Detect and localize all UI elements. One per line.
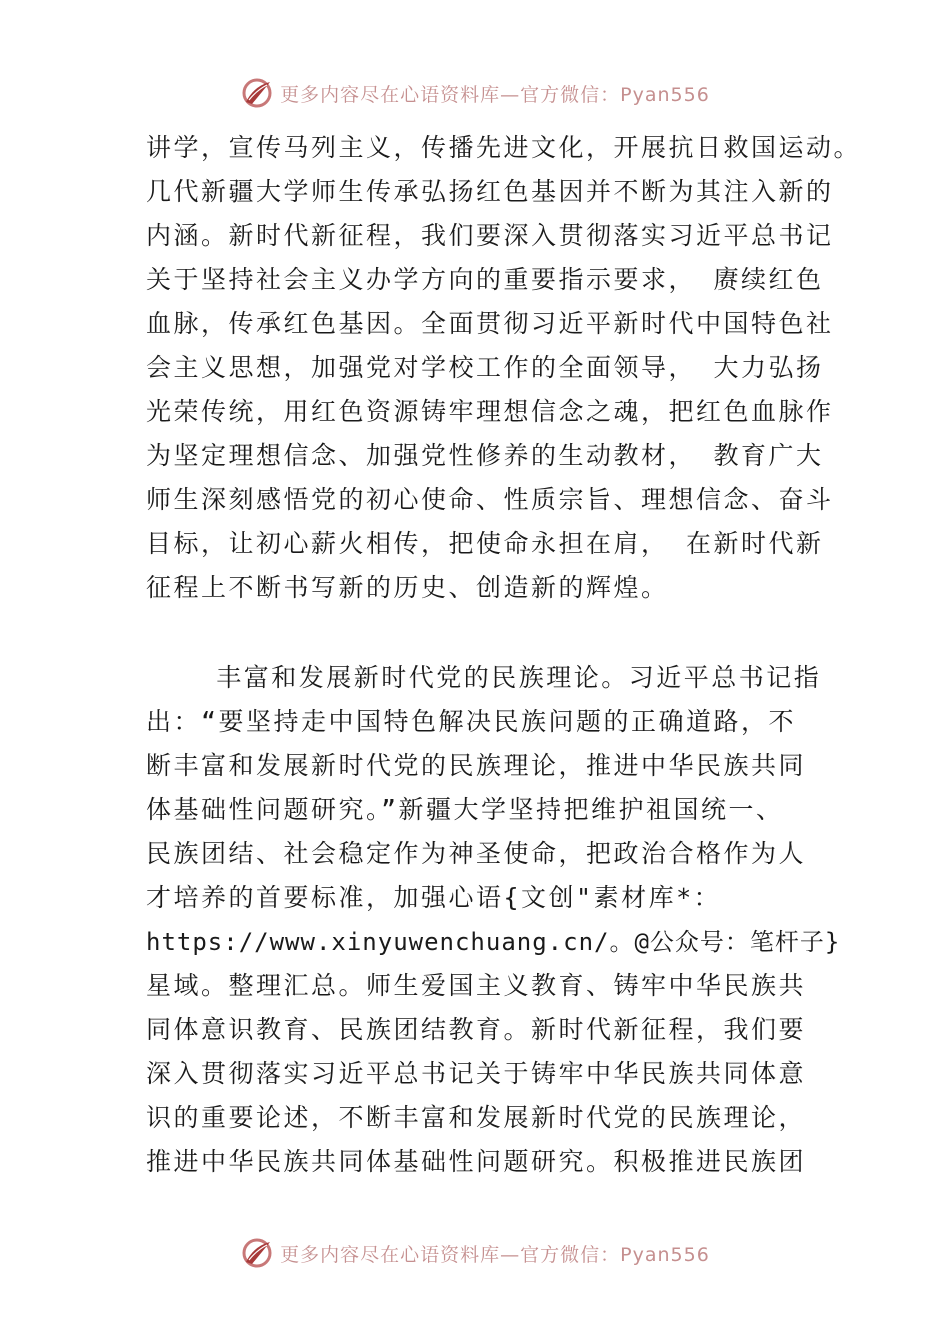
text-line: 推进中华民族共同体基础性问题研究。积极推进民族团 (146, 1147, 807, 1176)
header-banner-text: 更多内容尽在心语资料库—官方微信：Pyan556 (280, 83, 710, 106)
text-line: 为坚定理想信念、加强党性修养的生动教材， 教育广大 (146, 441, 824, 470)
text-line: 关于坚持社会主义办学方向的重要指示要求， 赓续红色 (146, 265, 824, 294)
footer-wechat-id: Pyan556 (620, 1243, 710, 1266)
text-line: 几代新疆大学师生传承弘扬红色基因并不断为其注入新的 (146, 177, 834, 206)
text-line: 深入贯彻落实习近平总书记关于铸牢中华民族共同体意 (146, 1059, 807, 1088)
text-line: 光荣传统，用红色资源铸牢理想信念之魂，把红色血脉作 (146, 397, 834, 426)
footer-banner (0, 1233, 950, 1273)
text-line: 丰富和发展新时代党的民族理论。习近平总书记指 (146, 663, 822, 692)
text-line: 体基础性问题研究。”新疆大学坚持把维护祖国统一、 (146, 795, 784, 824)
text-line: 目标，让初心薪火相传，把使命永担在肩， 在新时代新 (146, 529, 824, 558)
footer-banner-text: 更多内容尽在心语资料库—官方微信：Pyan556 (280, 1243, 710, 1266)
text-line: 出：“要坚持走中国特色解决民族问题的正确道路，不 (146, 707, 797, 736)
text-line: 讲学，宣传马列主义，传播先进文化，开展抗日救国运动。 (146, 133, 862, 162)
header-wechat-id: Pyan556 (620, 83, 710, 106)
brand-logo-icon (240, 76, 274, 110)
header-banner (0, 73, 950, 113)
url-line: https://www.xinyuwenchuang.cn/。@公众号：笔杆子} (146, 928, 841, 956)
brand-logo-icon (240, 1236, 274, 1270)
text-line: 征程上不断书写新的历史、创造新的辉煌。 (146, 573, 669, 602)
text-line: 民族团结、社会稳定作为神圣使命，把政治合格作为人 (146, 839, 807, 868)
text-line: 师生深刻感悟党的初心使命、性质宗旨、理想信念、奋斗 (146, 485, 834, 514)
text-line: 同体意识教育、民族团结教育。新时代新征程，我们要 (146, 1015, 807, 1044)
text-line: 会主义思想，加强党对学校工作的全面领导， 大力弘扬 (146, 353, 824, 382)
text-line: 血脉，传承红色基因。全面贯彻习近平新时代中国特色社 (146, 309, 834, 338)
text-line: 识的重要论述，不断丰富和发展新时代党的民族理论， (146, 1103, 807, 1132)
text-line: 才培养的首要标准，加强心语{文创"素材库*： (146, 883, 722, 912)
text-line: 断丰富和发展新时代党的民族理论，推进中华民族共同 (146, 751, 807, 780)
text-line: 内涵。新时代新征程，我们要深入贯彻落实习近平总书记 (146, 221, 834, 250)
text-line: 星域。整理汇总。师生爱国主义教育、铸牢中华民族共 (146, 971, 807, 1000)
